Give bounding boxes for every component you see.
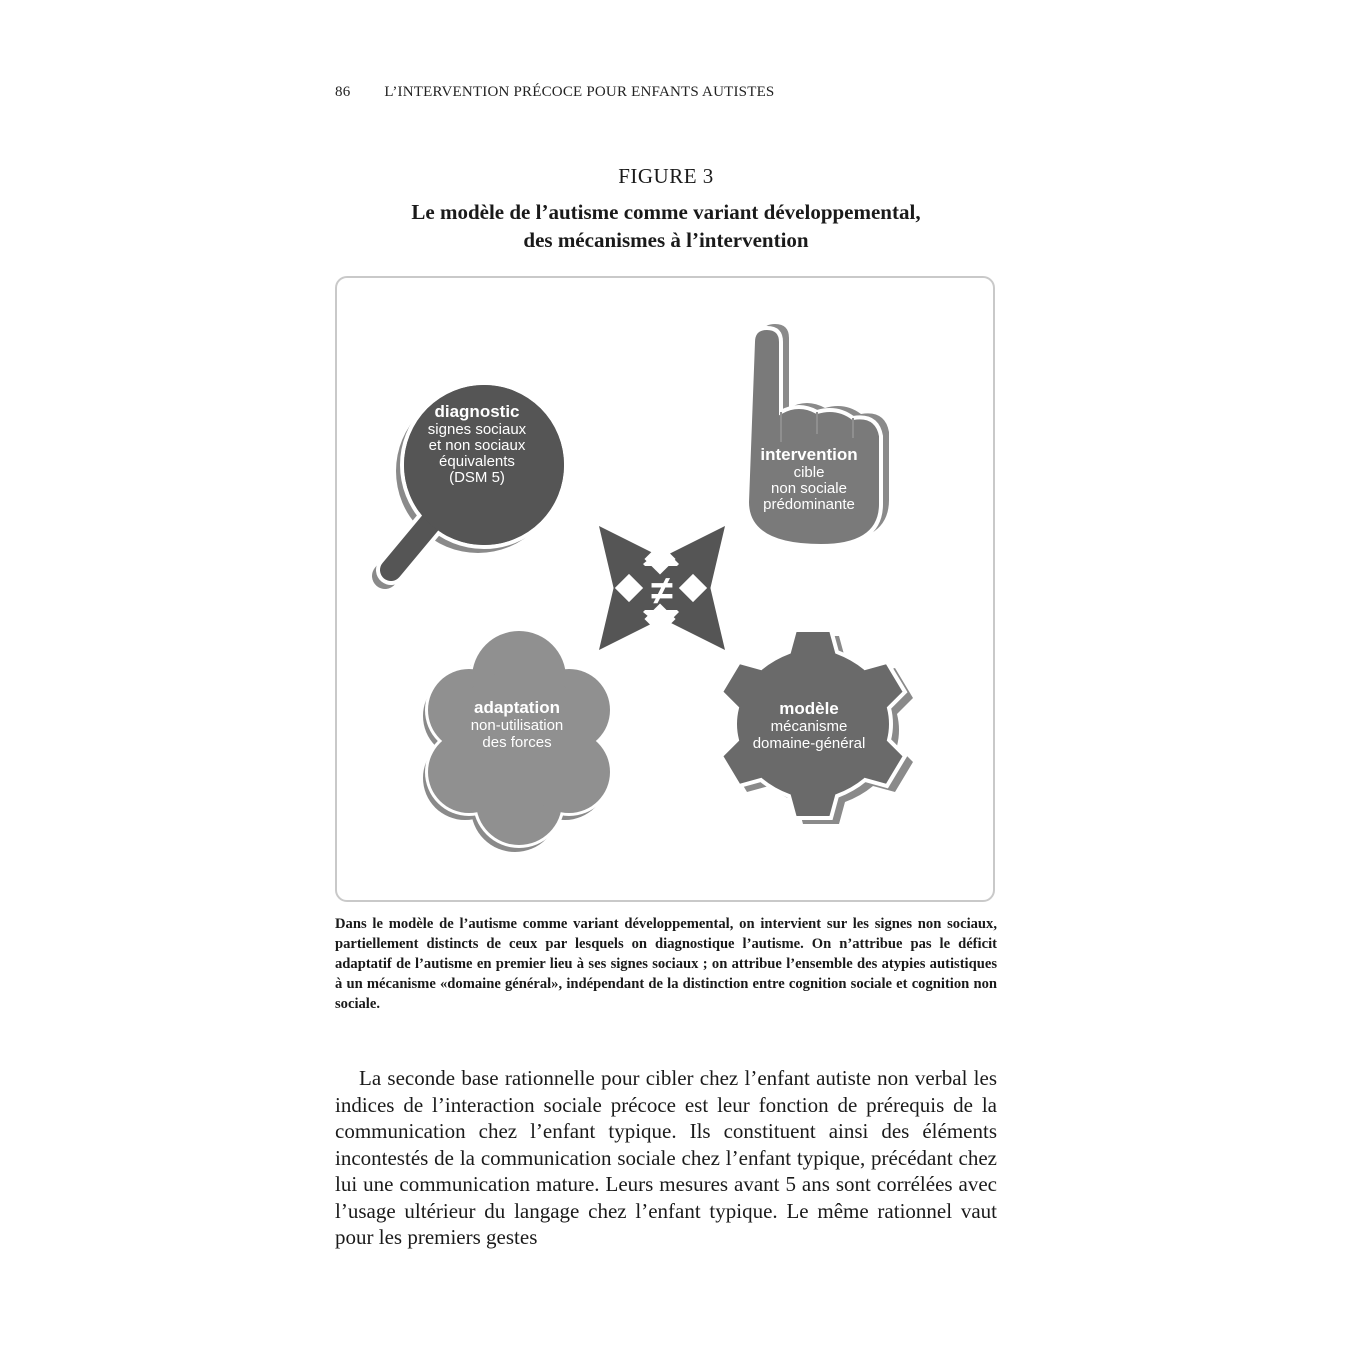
- adaptation-heading: adaptation: [474, 698, 560, 717]
- running-head: [335, 84, 774, 101]
- figure-title: [335, 198, 997, 254]
- modele-heading: modèle: [779, 699, 839, 718]
- adaptation-line-1: non-utilisation: [470, 717, 564, 734]
- modele-line-1: mécanisme: [770, 718, 848, 735]
- running-title: L’INTERVENTION PRÉCOCE POUR ENFANTS AUTISTES: [384, 84, 775, 100]
- four-arrows-icon: [599, 526, 725, 650]
- page-number: 86: [335, 84, 351, 100]
- diagnostic-line-4: (DSM 5): [449, 469, 505, 486]
- diagnostic-line-1: signes sociaux: [427, 421, 527, 438]
- intervention-heading: intervention: [760, 445, 858, 464]
- figure-label: FIGURE 3: [618, 164, 714, 188]
- diagnostic-line-3: équivalents: [439, 453, 515, 470]
- diagnostic-heading: diagnostic: [434, 402, 520, 421]
- figure-diagram: [337, 278, 997, 904]
- figure-caption: Dans le modèle de l’autisme comme variant développemental, on intervient sur les signes non sociaux, partiellement distincts de ceux par lesquels on diagnostique l’autisme. On n’attribue pas le déficit adaptatif de l’autisme en premier lieu à ses signes sociaux ; on attribue l’ensemble des atypies autistiques à un mécanisme «domaine général», indépendant de la distinction entre cognition sociale et cognition non sociale.: [335, 916, 997, 1012]
- diagnostic-line-2: et non sociaux: [428, 437, 526, 454]
- body-paragraph: La seconde base rationnelle pour cibler chez l’enfant autiste non verbal les indices de l’interaction sociale précoce est leur fonction de prérequis de la communication chez l’enfant typique. Ils constituent ainsi des éléments incontestés de la communication sociale chez l’enfant typique, précédant chez lui une communication mature. Leurs mesures avant 5 ans sont corrélées avec l’usage ultérieur du langage chez l’enfant typique. Le même rationnel vaut pour les premiers gestes: [335, 1066, 997, 1249]
- adaptation-line-2: des forces: [482, 734, 552, 751]
- not-equal-symbol: ≠: [651, 569, 673, 613]
- figure-title-line-1: Le modèle de l’autisme comme variant développemental,: [411, 200, 921, 224]
- figure-frame: [335, 276, 995, 902]
- figure-title-line-2: des mécanismes à l’intervention: [523, 228, 809, 252]
- modele-line-2: domaine-général: [752, 735, 866, 752]
- intervention-line-2: non sociale: [771, 480, 847, 497]
- intervention-line-3: prédominante: [763, 496, 855, 513]
- intervention-line-1: cible: [793, 464, 825, 481]
